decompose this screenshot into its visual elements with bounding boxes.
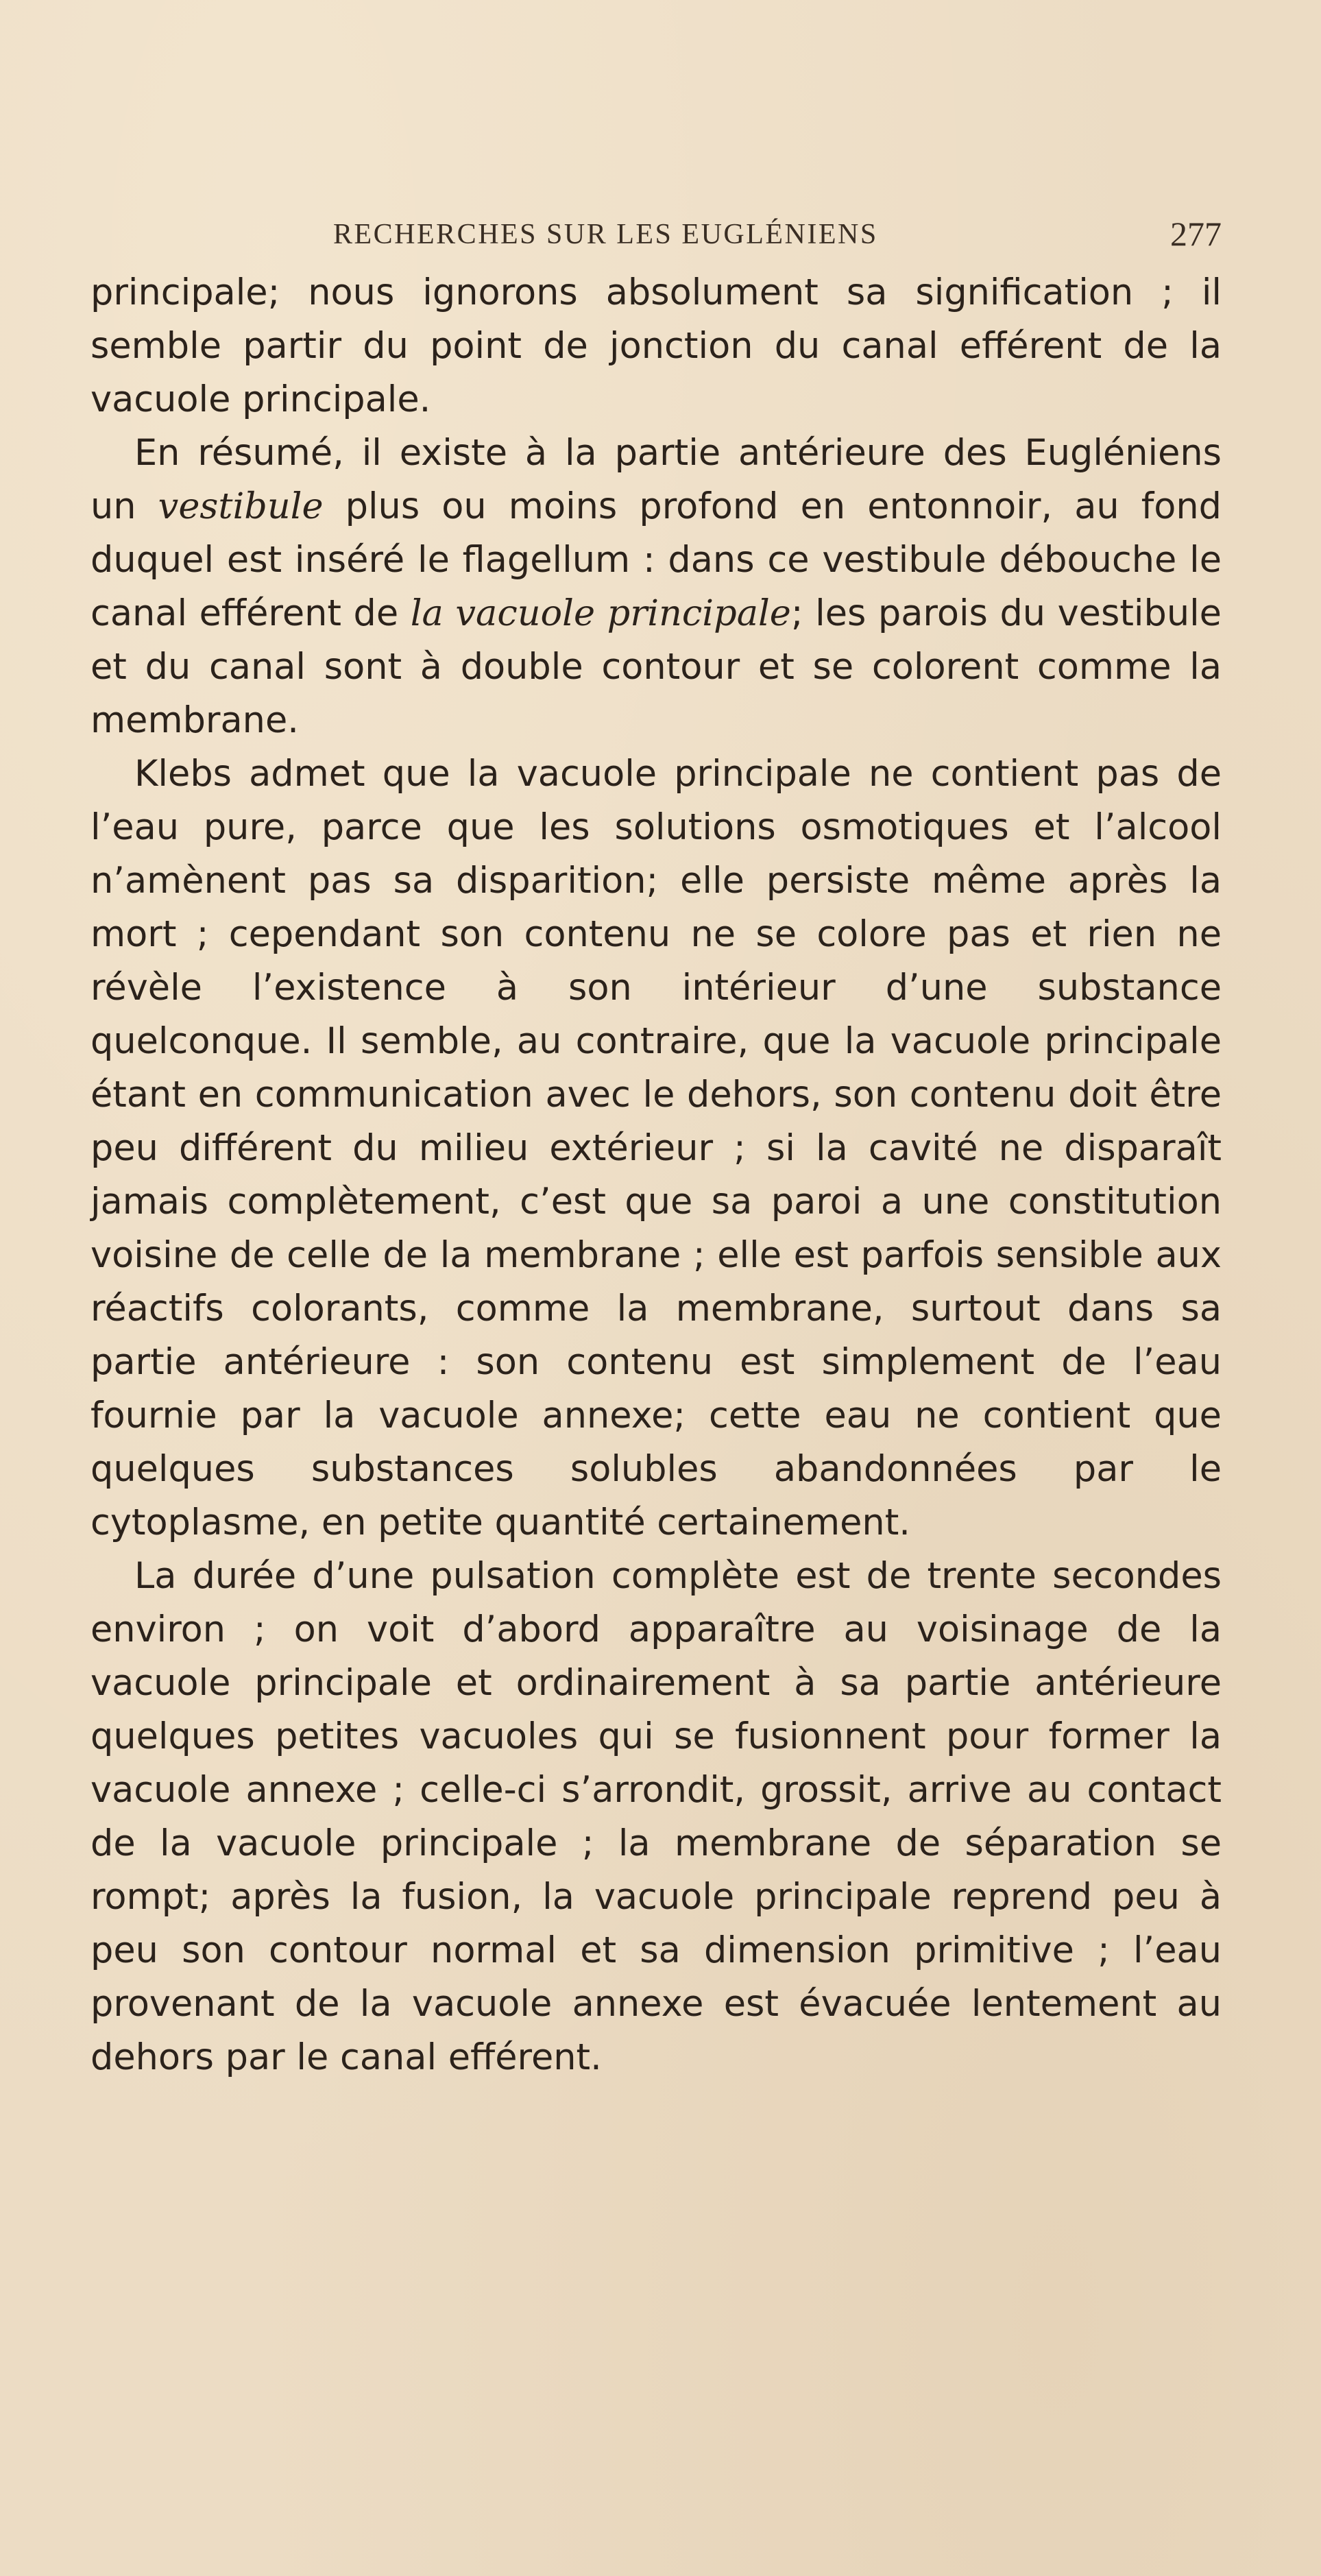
paragraph-3 [90,747,1222,1550]
italic-term-vacuole-principale: la vacuole principale [410,592,791,634]
body-text [90,266,1222,2084]
paragraph-text: La durée d’une pulsation complète est de trente secondes environ ; on voit d’abord apparaître au voisinage de la vacuole principale et ordinairement à sa partie antérieure quelques petites vacuoles qui se fusionnent pour former la vacuole annexe ; celle-ci s’arrondit, grossit, arrive au contact de la vacuole principale ; la membrane de séparation se rompt; après la fusion, la vacuole principale reprend peu à peu son contour normal et sa dimension primitive ; l’eau provenant de la vacuole annexe est évacuée lentement au dehors par le canal efférent. [90,1555,1222,2078]
running-head [90,206,1222,254]
page-number: 277 [1170,215,1222,253]
italic-term-vestibule: vestibule [158,485,324,527]
paragraph-4 [90,1550,1222,2084]
running-title: RECHERCHES SUR LES EUGLÉNIENS [333,219,878,250]
book-page [90,206,1222,2537]
paragraph-text: Klebs admet que la vacuole principale ne contient pas de l’eau pure, parce que les solutions osmotiques et l’alcool n’amènent pas sa disparition; elle persiste même après la mort ; cependant son contenu ne se colore pas et rien ne révèle l’existence à son intérieur d’une substance quelconque. Il semble, au contraire, que la vacuole principale étant en communication avec le dehors, son contenu doit être peu différent du milieu extérieur ; si la cavité ne disparaît jamais complètement, c’est que sa paroi a une constitution voisine de celle de la membrane ; elle est parfois sensible aux réactifs colorants, comme la membrane, surtout dans sa partie antérieure : son contenu est simplement de l’eau fournie par la vacuole annexe; cette eau ne contient que quelques substances solubles abandonnées par le cytoplasme, en petite quantité certainement. [90,753,1222,1543]
paragraph-text: ; les parois du vestibule et du canal sont à double contour et se colorent comme la membrane. [90,592,1222,741]
paragraph-text: principale; nous ignorons absolument sa signification ; il semble partir du point de jonction du canal efférent de la vacuole principale. [90,272,1222,420]
paragraph-1 [90,266,1222,426]
paragraph-text: En résumé, il existe à la partie antérieure des Eugléniens un [90,432,1222,527]
paragraph-text: plus ou moins profond en entonnoir, au fond duquel est inséré le flagellum : dans ce vestibule débouche le canal efférent de [90,485,1222,634]
paragraph-2 [90,426,1222,747]
